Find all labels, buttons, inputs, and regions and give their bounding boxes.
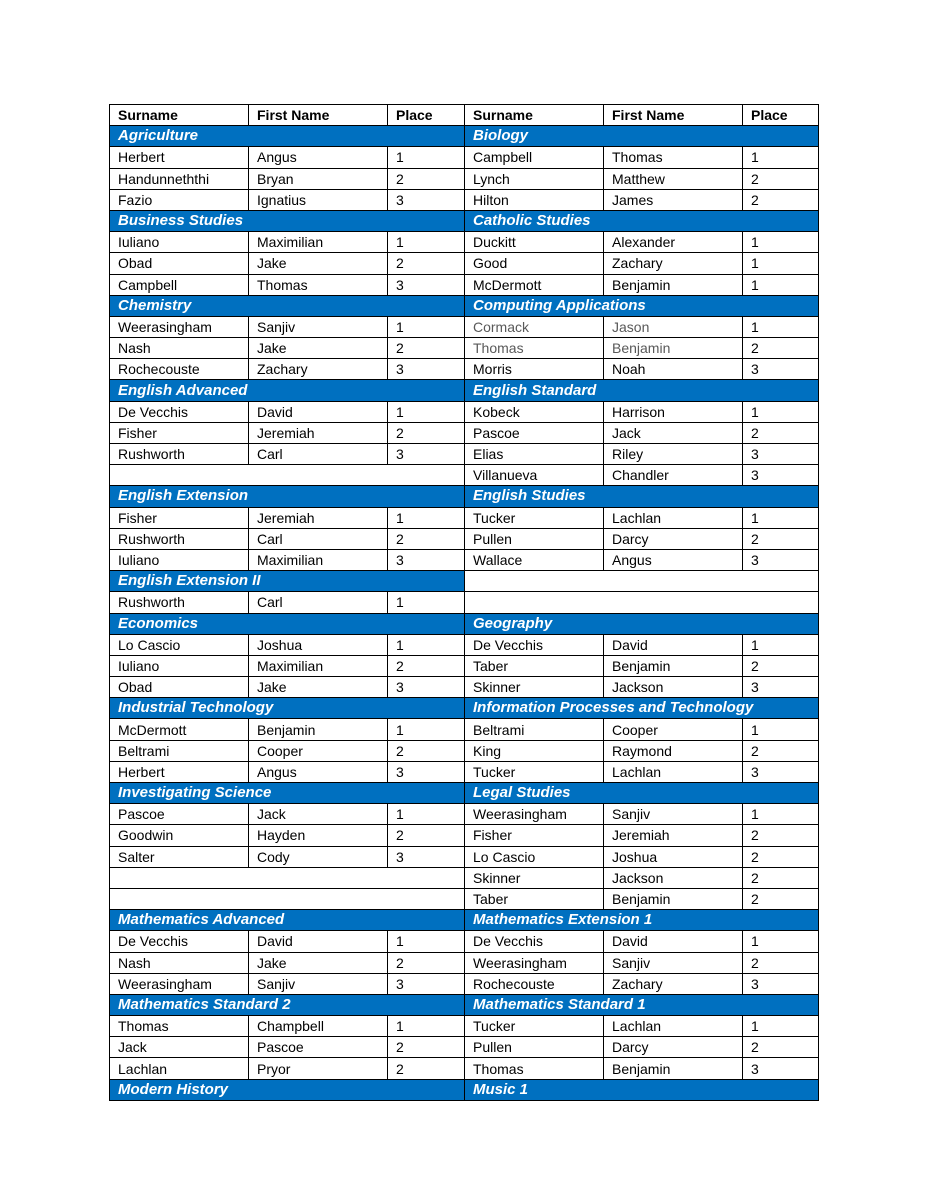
- place-cell: 2: [743, 422, 819, 443]
- place-cell: 2: [743, 168, 819, 189]
- surname-cell: Elias: [465, 444, 604, 465]
- first-name-cell: Jeremiah: [249, 507, 388, 528]
- surname-cell: Rushworth: [110, 528, 249, 549]
- place-cell: 3: [743, 465, 819, 486]
- table-row: [110, 1016, 819, 1037]
- surname-cell: Rushworth: [110, 592, 249, 613]
- surname-cell: Lo Cascio: [110, 634, 249, 655]
- first-name-cell: Maximilian: [249, 549, 388, 570]
- subject-row: [110, 126, 819, 147]
- place-cell: 2: [388, 253, 465, 274]
- first-name-cell: Carl: [249, 592, 388, 613]
- surname-cell: Lo Cascio: [465, 846, 604, 867]
- table-row: [110, 804, 819, 825]
- first-name-cell: Lachlan: [604, 761, 743, 782]
- surname-cell: De Vecchis: [465, 931, 604, 952]
- empty-cell: [465, 592, 819, 613]
- surname-cell: Nash: [110, 338, 249, 359]
- place-cell: 2: [743, 952, 819, 973]
- surname-cell: Beltrami: [110, 740, 249, 761]
- first-name-cell: Zachary: [604, 253, 743, 274]
- surname-cell: Weerasingham: [110, 316, 249, 337]
- place-cell: 1: [743, 634, 819, 655]
- surname-cell: Herbert: [110, 147, 249, 168]
- place-cell: 1: [388, 401, 465, 422]
- first-name-cell: Chandler: [604, 465, 743, 486]
- first-name-cell: Jack: [604, 422, 743, 443]
- place-cell: 1: [388, 147, 465, 168]
- first-name-cell: Zachary: [604, 973, 743, 994]
- first-name-cell: Angus: [249, 147, 388, 168]
- place-cell: 2: [743, 1037, 819, 1058]
- subject-heading: Music 1: [465, 1079, 819, 1100]
- subject-row: [110, 783, 819, 804]
- first-name-cell: Joshua: [249, 634, 388, 655]
- surname-cell: Obad: [110, 253, 249, 274]
- surname-cell: Herbert: [110, 761, 249, 782]
- surname-cell: Iuliano: [110, 655, 249, 676]
- place-cell: 3: [743, 444, 819, 465]
- first-name-cell: Sanjiv: [249, 316, 388, 337]
- empty-cell: [110, 888, 465, 909]
- place-cell: 1: [388, 507, 465, 528]
- subject-heading: Information Processes and Technology: [465, 698, 819, 719]
- first-name-cell: Cooper: [604, 719, 743, 740]
- subject-row: [110, 698, 819, 719]
- table-row: [110, 232, 819, 253]
- place-cell: 1: [743, 274, 819, 295]
- first-name-cell: Cody: [249, 846, 388, 867]
- subject-row: [110, 994, 819, 1015]
- table-row: [110, 592, 819, 613]
- table-row: [110, 952, 819, 973]
- first-name-cell: Sanjiv: [604, 804, 743, 825]
- first-name-cell: Champbell: [249, 1016, 388, 1037]
- surname-cell: Beltrami: [465, 719, 604, 740]
- subject-heading: Mathematics Standard 2: [110, 994, 465, 1015]
- table-row: [110, 888, 819, 909]
- subject-row: [110, 1079, 819, 1100]
- first-name-cell: Jake: [249, 677, 388, 698]
- place-cell: 2: [388, 528, 465, 549]
- first-name-cell: Joshua: [604, 846, 743, 867]
- place-cell: 1: [743, 507, 819, 528]
- subject-row: [110, 571, 819, 592]
- place-cell: 2: [743, 846, 819, 867]
- place-cell: 3: [388, 973, 465, 994]
- place-cell: 1: [743, 719, 819, 740]
- subject-heading: Modern History: [110, 1079, 465, 1100]
- first-name-cell: David: [249, 401, 388, 422]
- surname-cell: Rochecouste: [465, 973, 604, 994]
- surname-cell: Thomas: [110, 1016, 249, 1037]
- first-name-cell: Jeremiah: [604, 825, 743, 846]
- column-header-surname: Surname: [110, 105, 249, 126]
- place-cell: 1: [388, 634, 465, 655]
- place-cell: 3: [388, 189, 465, 210]
- column-header-place: Place: [388, 105, 465, 126]
- table-row: [110, 253, 819, 274]
- surname-cell: King: [465, 740, 604, 761]
- place-cell: 1: [743, 401, 819, 422]
- table-row: [110, 549, 819, 570]
- surname-cell: Salter: [110, 846, 249, 867]
- table-row: [110, 677, 819, 698]
- first-name-cell: Benjamin: [604, 338, 743, 359]
- surname-cell: Nash: [110, 952, 249, 973]
- surname-cell: Wallace: [465, 549, 604, 570]
- table-row: [110, 147, 819, 168]
- table-row: [110, 189, 819, 210]
- surname-cell: Pullen: [465, 1037, 604, 1058]
- first-name-cell: Jeremiah: [249, 422, 388, 443]
- place-cell: 1: [388, 592, 465, 613]
- surname-cell: Campbell: [110, 274, 249, 295]
- surname-cell: Thomas: [465, 338, 604, 359]
- subject-heading: Mathematics Standard 1: [465, 994, 819, 1015]
- place-cell: 1: [743, 1016, 819, 1037]
- first-name-cell: Jackson: [604, 677, 743, 698]
- surname-cell: Cormack: [465, 316, 604, 337]
- surname-cell: Weerasingham: [110, 973, 249, 994]
- surname-cell: Fisher: [110, 422, 249, 443]
- subject-row: [110, 910, 819, 931]
- surname-cell: McDermott: [110, 719, 249, 740]
- first-name-cell: David: [604, 634, 743, 655]
- surname-cell: Iuliano: [110, 232, 249, 253]
- table-row: [110, 444, 819, 465]
- table-row: [110, 401, 819, 422]
- surname-cell: Tucker: [465, 1016, 604, 1037]
- surname-cell: Pascoe: [465, 422, 604, 443]
- subject-heading: Economics: [110, 613, 465, 634]
- surname-cell: Weerasingham: [465, 804, 604, 825]
- place-cell: 1: [388, 804, 465, 825]
- surname-cell: Taber: [465, 655, 604, 676]
- subject-heading: English Studies: [465, 486, 819, 507]
- first-name-cell: Angus: [249, 761, 388, 782]
- subject-heading: Mathematics Extension 1: [465, 910, 819, 931]
- first-name-cell: Benjamin: [604, 888, 743, 909]
- table-row: [110, 359, 819, 380]
- table-row: [110, 825, 819, 846]
- column-header-place: Place: [743, 105, 819, 126]
- first-name-cell: David: [604, 931, 743, 952]
- subject-heading: Investigating Science: [110, 783, 465, 804]
- first-name-cell: Jake: [249, 253, 388, 274]
- table-row: [110, 168, 819, 189]
- column-header-surname: Surname: [465, 105, 604, 126]
- surname-cell: Jack: [110, 1037, 249, 1058]
- surname-cell: Pascoe: [110, 804, 249, 825]
- subject-heading: Computing Applications: [465, 295, 819, 316]
- place-cell: 2: [388, 952, 465, 973]
- place-cell: 1: [743, 147, 819, 168]
- place-cell: 2: [743, 528, 819, 549]
- first-name-cell: Lachlan: [604, 507, 743, 528]
- first-name-cell: Alexander: [604, 232, 743, 253]
- surname-cell: Kobeck: [465, 401, 604, 422]
- surname-cell: Tucker: [465, 507, 604, 528]
- first-name-cell: Jake: [249, 952, 388, 973]
- empty-cell: [465, 571, 819, 592]
- place-cell: 2: [388, 168, 465, 189]
- place-cell: 2: [388, 1058, 465, 1079]
- surname-cell: Hilton: [465, 189, 604, 210]
- surname-cell: Rushworth: [110, 444, 249, 465]
- table-row: [110, 931, 819, 952]
- table-row: [110, 655, 819, 676]
- surname-cell: Lynch: [465, 168, 604, 189]
- place-cell: 2: [388, 655, 465, 676]
- place-cell: 1: [743, 253, 819, 274]
- first-name-cell: Noah: [604, 359, 743, 380]
- first-name-cell: Benjamin: [604, 274, 743, 295]
- first-name-cell: Jake: [249, 338, 388, 359]
- first-name-cell: Maximilian: [249, 232, 388, 253]
- first-name-cell: Benjamin: [249, 719, 388, 740]
- first-name-cell: Carl: [249, 528, 388, 549]
- surname-cell: Good: [465, 253, 604, 274]
- place-cell: 2: [388, 825, 465, 846]
- place-cell: 1: [743, 316, 819, 337]
- subject-row: [110, 613, 819, 634]
- table-row: [110, 740, 819, 761]
- first-name-cell: Pryor: [249, 1058, 388, 1079]
- surname-cell: Morris: [465, 359, 604, 380]
- first-name-cell: Riley: [604, 444, 743, 465]
- surname-cell: Fisher: [110, 507, 249, 528]
- subject-row: [110, 486, 819, 507]
- subject-heading: Catholic Studies: [465, 210, 819, 231]
- first-name-cell: Pascoe: [249, 1037, 388, 1058]
- table-row: [110, 1058, 819, 1079]
- subject-heading: Chemistry: [110, 295, 465, 316]
- place-cell: 3: [743, 1058, 819, 1079]
- table-row: [110, 973, 819, 994]
- place-cell: 3: [388, 846, 465, 867]
- first-name-cell: James: [604, 189, 743, 210]
- table-row: [110, 1037, 819, 1058]
- place-cell: 3: [388, 677, 465, 698]
- surname-cell: Lachlan: [110, 1058, 249, 1079]
- surname-cell: Obad: [110, 677, 249, 698]
- place-cell: 2: [743, 888, 819, 909]
- place-cell: 2: [388, 338, 465, 359]
- first-name-cell: Raymond: [604, 740, 743, 761]
- subject-row: [110, 380, 819, 401]
- subject-heading: Mathematics Advanced: [110, 910, 465, 931]
- subject-heading: Business Studies: [110, 210, 465, 231]
- place-cell: 1: [388, 1016, 465, 1037]
- first-name-cell: Jack: [249, 804, 388, 825]
- surname-cell: McDermott: [465, 274, 604, 295]
- place-cell: 3: [743, 677, 819, 698]
- subject-heading: Biology: [465, 126, 819, 147]
- first-name-cell: Hayden: [249, 825, 388, 846]
- surname-cell: Campbell: [465, 147, 604, 168]
- column-header-first-name: First Name: [249, 105, 388, 126]
- surname-cell: Handunneththi: [110, 168, 249, 189]
- place-cell: 1: [743, 804, 819, 825]
- table-row: [110, 465, 819, 486]
- place-cell: 2: [743, 338, 819, 359]
- place-cell: 1: [743, 232, 819, 253]
- surname-cell: De Vecchis: [110, 931, 249, 952]
- surname-cell: Fisher: [465, 825, 604, 846]
- empty-cell: [110, 465, 465, 486]
- subject-row: [110, 295, 819, 316]
- subject-heading: English Standard: [465, 380, 819, 401]
- first-name-cell: Bryan: [249, 168, 388, 189]
- place-cell: 1: [388, 232, 465, 253]
- table-row: [110, 316, 819, 337]
- first-name-cell: Lachlan: [604, 1016, 743, 1037]
- surname-cell: Skinner: [465, 677, 604, 698]
- first-name-cell: Carl: [249, 444, 388, 465]
- surname-cell: Taber: [465, 888, 604, 909]
- place-cell: 2: [388, 422, 465, 443]
- place-cell: 1: [743, 931, 819, 952]
- place-cell: 3: [388, 359, 465, 380]
- surname-cell: Weerasingham: [465, 952, 604, 973]
- column-header-row: [110, 105, 819, 126]
- surname-cell: De Vecchis: [110, 401, 249, 422]
- table-row: [110, 507, 819, 528]
- place-cell: 3: [388, 274, 465, 295]
- awards-table: [109, 104, 819, 1101]
- column-header-first-name: First Name: [604, 105, 743, 126]
- first-name-cell: Thomas: [604, 147, 743, 168]
- place-cell: 1: [388, 931, 465, 952]
- first-name-cell: Cooper: [249, 740, 388, 761]
- place-cell: 2: [743, 740, 819, 761]
- place-cell: 3: [388, 444, 465, 465]
- place-cell: 2: [743, 825, 819, 846]
- place-cell: 3: [743, 761, 819, 782]
- first-name-cell: Sanjiv: [249, 973, 388, 994]
- table-row: [110, 528, 819, 549]
- table-row: [110, 338, 819, 359]
- surname-cell: Pullen: [465, 528, 604, 549]
- place-cell: 2: [743, 655, 819, 676]
- surname-cell: Thomas: [465, 1058, 604, 1079]
- first-name-cell: Matthew: [604, 168, 743, 189]
- first-name-cell: Jason: [604, 316, 743, 337]
- place-cell: 3: [388, 761, 465, 782]
- first-name-cell: Angus: [604, 549, 743, 570]
- first-name-cell: Thomas: [249, 274, 388, 295]
- place-cell: 3: [743, 359, 819, 380]
- subject-heading: Legal Studies: [465, 783, 819, 804]
- place-cell: 3: [388, 549, 465, 570]
- first-name-cell: Zachary: [249, 359, 388, 380]
- place-cell: 3: [743, 973, 819, 994]
- surname-cell: Fazio: [110, 189, 249, 210]
- empty-cell: [110, 867, 465, 888]
- first-name-cell: Jackson: [604, 867, 743, 888]
- first-name-cell: Benjamin: [604, 1058, 743, 1079]
- table-row: [110, 274, 819, 295]
- table-row: [110, 719, 819, 740]
- first-name-cell: David: [249, 931, 388, 952]
- table-row: [110, 867, 819, 888]
- subject-heading: English Extension II: [110, 571, 465, 592]
- place-cell: 3: [743, 549, 819, 570]
- surname-cell: Villanueva: [465, 465, 604, 486]
- place-cell: 2: [743, 867, 819, 888]
- subject-heading: Agriculture: [110, 126, 465, 147]
- first-name-cell: Harrison: [604, 401, 743, 422]
- place-cell: 1: [388, 316, 465, 337]
- place-cell: 1: [388, 719, 465, 740]
- first-name-cell: Benjamin: [604, 655, 743, 676]
- surname-cell: Tucker: [465, 761, 604, 782]
- first-name-cell: Sanjiv: [604, 952, 743, 973]
- table-row: [110, 761, 819, 782]
- table-row: [110, 846, 819, 867]
- place-cell: 2: [388, 740, 465, 761]
- subject-heading: Geography: [465, 613, 819, 634]
- surname-cell: Goodwin: [110, 825, 249, 846]
- subject-heading: English Advanced: [110, 380, 465, 401]
- subject-heading: Industrial Technology: [110, 698, 465, 719]
- first-name-cell: Ignatius: [249, 189, 388, 210]
- surname-cell: Duckitt: [465, 232, 604, 253]
- place-cell: 2: [743, 189, 819, 210]
- first-name-cell: Darcy: [604, 528, 743, 549]
- surname-cell: Rochecouste: [110, 359, 249, 380]
- surname-cell: Iuliano: [110, 549, 249, 570]
- first-name-cell: Maximilian: [249, 655, 388, 676]
- table-row: [110, 422, 819, 443]
- subject-heading: English Extension: [110, 486, 465, 507]
- place-cell: 2: [388, 1037, 465, 1058]
- surname-cell: De Vecchis: [465, 634, 604, 655]
- first-name-cell: Darcy: [604, 1037, 743, 1058]
- surname-cell: Skinner: [465, 867, 604, 888]
- table-row: [110, 634, 819, 655]
- subject-row: [110, 210, 819, 231]
